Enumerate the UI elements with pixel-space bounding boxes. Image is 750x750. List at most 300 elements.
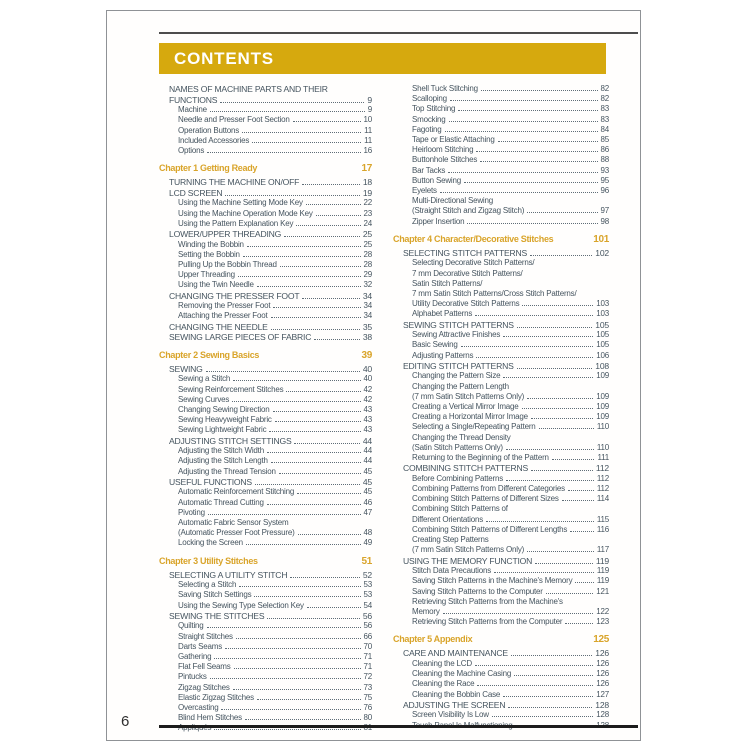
toc-entry-sub[interactable]: [393, 309, 609, 319]
toc-entry-sub[interactable]: [393, 453, 609, 463]
dotted-leader: [531, 470, 593, 471]
toc-entry-label: USING THE MEMORY FUNCTION: [403, 555, 533, 566]
toc-entry-label: Adjusting the Stitch Width: [178, 446, 264, 456]
toc-entry-label: Combining Patterns from Different Categories: [412, 484, 565, 494]
toc-entry-page: 34: [363, 311, 372, 321]
toc-entry-sub[interactable]: [393, 166, 609, 176]
toc-entry-label: Combining Stitch Patterns of Different Lengths: [412, 524, 568, 534]
toc-entry-sub[interactable]: [159, 487, 372, 497]
toc-entry-sub[interactable]: [393, 710, 609, 720]
toc-entry-sub[interactable]: [393, 155, 609, 165]
dotted-leader: [440, 192, 598, 193]
dotted-leader: [290, 577, 360, 578]
toc-entry-page: 95: [600, 175, 609, 185]
toc-entry-page: 108: [595, 360, 609, 371]
toc-entry-label: Retrieving Stitch Patterns from the Computer: [412, 617, 563, 627]
page-number: 6: [121, 713, 130, 730]
toc-entry-page: 128: [595, 699, 609, 710]
toc-entry-page: 43: [363, 425, 372, 435]
toc-entry-sub[interactable]: [393, 186, 609, 196]
toc-entry-sub[interactable]: [159, 632, 372, 642]
toc-entry-page: 44: [363, 456, 372, 466]
dotted-leader: [271, 329, 360, 330]
dotted-leader: [503, 377, 593, 378]
toc-entry-sub[interactable]: [393, 597, 609, 617]
toc-entry-page: 97: [600, 206, 609, 216]
toc-entry-label: Combining Stitch Patterns of Different Sizes: [412, 494, 559, 504]
toc-entry-label: 7 mm Decorative Stitch Patterns/: [412, 268, 523, 278]
toc-entry-page: 117: [596, 545, 609, 555]
toc-entry-label: Pivoting: [178, 507, 205, 517]
toc-entry-sub[interactable]: [159, 280, 372, 290]
toc-entry-page: 16: [363, 146, 372, 155]
toc-entry-label: Adjusting Patterns: [412, 350, 474, 360]
dotted-leader: [267, 618, 359, 619]
toc-entry-section[interactable]: [159, 177, 372, 188]
toc-entry-sub[interactable]: [159, 456, 372, 466]
dotted-leader: [531, 418, 593, 419]
toc-entry-sub[interactable]: [393, 217, 609, 227]
toc-entry-label: SELECTING STITCH PATTERNS: [403, 247, 528, 258]
toc-entry-sub[interactable]: [159, 374, 372, 384]
toc-entry-sub[interactable]: [393, 474, 609, 484]
toc-entry-page: 115: [596, 514, 609, 524]
toc-entry-page: 34: [363, 301, 372, 311]
toc-entry-label: Sewing Attractive Finishes: [412, 330, 501, 340]
toc-entry-label: Options: [178, 146, 205, 155]
toc-entry-section[interactable]: [159, 332, 372, 343]
toc-entry-page: 84: [600, 124, 609, 134]
dotted-leader: [486, 521, 594, 522]
dotted-leader: [257, 286, 361, 287]
toc-entry-sub[interactable]: [393, 258, 609, 309]
dotted-leader: [492, 716, 593, 717]
toc-entry-sub[interactable]: [159, 126, 372, 136]
toc-entry-page: 112: [596, 484, 609, 494]
toc-entry-sub[interactable]: [393, 382, 609, 402]
toc-entry-sub[interactable]: [159, 240, 372, 250]
toc-entry-sub[interactable]: [393, 84, 609, 94]
dotted-leader: [511, 655, 592, 656]
dotted-leader: [232, 401, 360, 402]
toc-entry-page: 116: [596, 524, 609, 534]
toc-entry-label: TURNING THE MACHINE ON/OFF: [169, 177, 300, 188]
toc-entry-sub[interactable]: [159, 415, 372, 425]
toc-entry-page: 112: [595, 463, 609, 474]
toc-entry-sub[interactable]: [393, 433, 609, 453]
dotted-leader: [314, 339, 360, 340]
toc-entry-page: 102: [595, 247, 609, 258]
toc-entry-label: Basic Sewing: [412, 340, 458, 350]
toc-entry-label: Adjusting the Thread Tension: [178, 466, 276, 476]
toc-entry-sub[interactable]: [159, 209, 372, 219]
toc-entry-label: Tape or Elastic Attaching: [412, 135, 495, 145]
toc-entry-sub[interactable]: [393, 679, 609, 689]
toc-entry-section[interactable]: [159, 84, 372, 105]
toc-entry-label: FUNCTIONS: [169, 94, 218, 105]
toc-entry-label: Chapter 3 Utility Stitches: [159, 555, 258, 566]
toc-entry-sub[interactable]: [393, 587, 609, 597]
toc-entry-section[interactable]: [159, 229, 372, 240]
toc-entry-sub[interactable]: [159, 693, 372, 703]
toc-entry-label: Automatic Thread Cutting: [178, 497, 264, 507]
toc-entry-page: 32: [363, 280, 372, 290]
toc-entry-label: Saving Stitch Patterns in the Machine's Memory: [412, 576, 573, 586]
dotted-leader: [527, 398, 593, 399]
toc-entry-sub[interactable]: [159, 498, 372, 508]
toc-entry-label: Creating a Horizontal Mirror Image: [412, 412, 528, 422]
toc-entry-sub[interactable]: [393, 535, 609, 555]
dotted-leader: [527, 212, 597, 213]
toc-entry-page: 42: [363, 394, 372, 404]
toc-entry-section[interactable]: [393, 700, 609, 711]
toc-entry-sub[interactable]: [159, 508, 372, 518]
dotted-leader: [269, 431, 360, 432]
toc-entry-sub[interactable]: [393, 617, 609, 627]
toc-entry-chapter[interactable]: [393, 233, 609, 246]
toc-entry-label: Before Combining Patterns: [412, 473, 504, 483]
toc-entry-section[interactable]: [393, 320, 609, 331]
toc-entry-sub[interactable]: [159, 311, 372, 321]
toc-entry-sub[interactable]: [159, 115, 372, 125]
toc-entry-section[interactable]: [159, 291, 372, 302]
toc-entry-page: 45: [362, 476, 372, 487]
toc-entry-label: Overcasting: [178, 703, 219, 713]
dotted-leader: [236, 638, 361, 639]
dotted-leader: [448, 172, 597, 173]
dotted-leader: [535, 563, 593, 564]
toc-entry-sub[interactable]: [393, 659, 609, 669]
dotted-leader: [449, 121, 598, 122]
toc-entry-sub[interactable]: [393, 484, 609, 494]
toc-entry-label: Automatic Fabric Sensor System: [178, 518, 289, 528]
toc-entry-sub[interactable]: [159, 683, 372, 693]
dotted-leader: [508, 707, 592, 708]
toc-entry-sub[interactable]: [159, 642, 372, 652]
toc-entry-sub[interactable]: [159, 301, 372, 311]
toc-entry-label: Blind Hem Stitches: [178, 713, 242, 723]
toc-entry-page: 45: [363, 466, 372, 476]
toc-entry-page: 19: [362, 187, 372, 198]
dotted-leader: [296, 225, 360, 226]
toc-entry-page: 11: [364, 125, 372, 135]
toc-entry-label: Operation Buttons: [178, 125, 240, 135]
toc-entry-label: CARE AND MAINTENANCE: [403, 648, 508, 659]
toc-entry-page: 125: [593, 634, 609, 646]
toc-entry-sub[interactable]: [159, 672, 372, 682]
toc-entry-sub[interactable]: [393, 196, 609, 216]
dotted-leader: [552, 459, 595, 460]
toc-entry-section[interactable]: [159, 188, 372, 199]
toc-entry-section[interactable]: [159, 436, 372, 447]
toc-entry-label: Selecting a Stitch: [178, 580, 237, 590]
toc-entry-section[interactable]: [159, 570, 372, 581]
toc-entry-label: Selecting a Single/Repeating Pattern: [412, 422, 536, 432]
toc-entry-label: Returning to the Beginning of the Pattern: [412, 453, 549, 463]
toc-entry-label: Creating a Vertical Mirror Image: [412, 402, 519, 412]
dotted-leader: [565, 623, 593, 624]
toc-entry-sub[interactable]: [393, 340, 609, 350]
toc-entry-sub[interactable]: [393, 412, 609, 422]
toc-entry-label: Flat Fell Seams: [178, 662, 231, 672]
toc-entry-label: (Straight Stitch and Zigzag Stitch): [412, 206, 525, 216]
toc-entry-page: 122: [596, 606, 609, 616]
toc-entry-page: 127: [596, 689, 609, 699]
toc-entry-label: Using the Pattern Explanation Key: [178, 218, 294, 228]
toc-entry-section[interactable]: [393, 463, 609, 474]
toc-entry-label: Attaching the Presser Foot: [178, 311, 268, 321]
toc-entry-sub[interactable]: [159, 270, 372, 280]
dotted-leader: [450, 100, 598, 101]
toc-entry-sub[interactable]: [159, 590, 372, 600]
toc-entry-label: 7 mm Satin Stitch Patterns/Cross Stitch Patterns/: [412, 289, 577, 299]
toc-entry-label: Changing the Pattern Length: [412, 381, 509, 391]
dotted-leader: [517, 368, 593, 369]
toc-entry-sub[interactable]: [393, 371, 609, 381]
dotted-leader: [233, 689, 361, 690]
toc-entry-sub[interactable]: [159, 467, 372, 477]
toc-entry-page: 52: [362, 569, 372, 580]
dotted-leader: [475, 315, 593, 316]
toc-entry-sub[interactable]: [159, 580, 372, 590]
toc-entry-page: 18: [362, 177, 372, 188]
toc-entry-chapter[interactable]: [159, 162, 372, 175]
dotted-leader: [207, 627, 361, 628]
toc-entry-chapter[interactable]: [159, 349, 372, 362]
toc-column-left: [159, 84, 372, 734]
dotted-leader: [475, 665, 593, 666]
toc-entry-page: 86: [600, 145, 609, 155]
toc-entry-sub[interactable]: [393, 330, 609, 340]
toc-entry-label: Changing the Pattern Size: [412, 371, 501, 381]
toc-entry-label: Retrieving Stitch Patterns from the Machine's: [412, 596, 563, 606]
toc-entry-label: Scalloping: [412, 94, 447, 104]
toc-column-right: [393, 84, 609, 731]
dotted-leader: [527, 551, 594, 552]
toc-entry-page: 96: [600, 186, 609, 196]
toc-entry-page: 43: [363, 405, 372, 414]
dotted-leader: [302, 298, 359, 299]
toc-entry-page: 72: [363, 672, 372, 682]
dotted-leader: [255, 484, 360, 485]
toc-entry-page: 82: [600, 84, 609, 93]
toc-entry-page: 109: [596, 402, 609, 412]
toc-entry-page: 111: [597, 453, 609, 463]
toc-entry-page: 105: [595, 319, 609, 330]
toc-entry-page: 93: [600, 165, 609, 175]
toc-entry-page: 44: [362, 435, 372, 446]
toc-entry-sub[interactable]: [159, 250, 372, 260]
dotted-leader: [271, 317, 361, 318]
toc-entry-sub[interactable]: [393, 351, 609, 361]
toc-entry-sub[interactable]: [159, 601, 372, 611]
toc-entry-sub[interactable]: [393, 422, 609, 432]
toc-entry-sub[interactable]: [159, 136, 372, 146]
toc-entry-sub[interactable]: [393, 115, 609, 125]
dotted-leader: [220, 102, 364, 103]
toc-entry-sub[interactable]: [393, 176, 609, 186]
toc-entry-section[interactable]: [393, 556, 609, 567]
toc-entry-label: Screen Visibility Is Low: [412, 710, 489, 720]
dotted-leader: [257, 699, 361, 700]
toc-entry-page: 53: [363, 590, 372, 600]
toc-entry-label: Chapter 5 Appendix: [393, 634, 473, 645]
toc-entry-label: Creating Step Patterns: [412, 535, 489, 545]
toc-entry-sub[interactable]: [393, 104, 609, 114]
toc-entry-chapter[interactable]: [393, 633, 609, 646]
toc-entry-label: Zipper Insertion: [412, 216, 465, 226]
toc-entry-sub[interactable]: [159, 405, 372, 415]
toc-entry-sub[interactable]: [159, 260, 372, 270]
toc-entry-chapter[interactable]: [159, 555, 372, 568]
toc-entry-sub[interactable]: [159, 518, 372, 538]
toc-entry-label: Upper Threading: [178, 270, 235, 280]
toc-entry-label: Alphabet Patterns: [412, 309, 473, 319]
toc-entry-section[interactable]: [393, 248, 609, 259]
dotted-leader: [575, 582, 593, 583]
toc-entry-label: Sewing a Stitch: [178, 374, 231, 384]
toc-entry-sub[interactable]: [159, 146, 372, 156]
toc-entry-label: Elastic Zigzag Stitches: [178, 692, 254, 702]
toc-entry-sub[interactable]: [393, 669, 609, 679]
dotted-leader: [214, 658, 360, 659]
toc-entry-sub[interactable]: [393, 402, 609, 412]
dotted-leader: [286, 391, 360, 392]
toc-entry-sub[interactable]: [159, 446, 372, 456]
toc-entry-sub[interactable]: [159, 713, 372, 723]
toc-entry-sub[interactable]: [393, 125, 609, 135]
toc-entry-label: Bar Tacks: [412, 165, 446, 175]
toc-entry-label: Automatic Reinforcement Stitching: [178, 487, 295, 497]
toc-entry-page: 40: [363, 374, 372, 384]
toc-entry-page: 126: [596, 679, 609, 689]
dotted-leader: [267, 504, 361, 505]
toc-entry-page: 49: [363, 538, 372, 548]
toc-entry-sub[interactable]: [393, 135, 609, 145]
toc-entry-label: SEWING: [169, 363, 203, 374]
toc-entry-section[interactable]: [159, 364, 372, 375]
toc-entry-label: Saving Stitch Patterns to the Computer: [412, 586, 543, 596]
dotted-leader: [242, 132, 361, 133]
toc-entry-sub[interactable]: [159, 703, 372, 713]
toc-entry-label: Chapter 2 Sewing Basics: [159, 349, 260, 360]
toc-entry-sub[interactable]: [159, 662, 372, 672]
toc-entry-page: 75: [363, 692, 372, 702]
toc-entry-section[interactable]: [393, 361, 609, 372]
dotted-leader: [568, 490, 594, 491]
toc-entry-page: 28: [363, 249, 372, 259]
dotted-leader: [297, 493, 360, 494]
dotted-leader: [245, 719, 361, 720]
toc-entry-page: 25: [362, 229, 372, 239]
toc-entry-label: Machine: [178, 105, 207, 115]
toc-entry-sub[interactable]: [393, 525, 609, 535]
toc-entry-page: 128: [596, 710, 609, 720]
toc-entry-sub[interactable]: [159, 621, 372, 631]
toc-entry-sub[interactable]: [159, 198, 372, 208]
toc-entry-section[interactable]: [159, 322, 372, 333]
toc-entry-sub[interactable]: [159, 219, 372, 229]
toc-entry-sub[interactable]: [159, 538, 372, 548]
toc-entry-section[interactable]: [159, 611, 372, 622]
toc-entry-page: 9: [367, 105, 372, 115]
toc-entry-page: 114: [596, 494, 609, 504]
toc-entry-label: Satin Stitch Patterns/: [412, 278, 483, 288]
toc-entry-page: 56: [362, 610, 372, 621]
toc-entry-sub[interactable]: [159, 652, 372, 662]
toc-entry-label: Buttonhole Stitches: [412, 155, 478, 165]
toc-entry-sub[interactable]: [159, 385, 372, 395]
toc-entry-sub[interactable]: [393, 690, 609, 700]
toc-entry-page: 126: [596, 658, 609, 668]
toc-entry-label: (Automatic Presser Foot Pressure): [178, 528, 295, 538]
toc-entry-label: Zigzag Stitches: [178, 682, 230, 692]
toc-entry-label: Selecting Decorative Stitch Patterns/: [412, 258, 535, 268]
dotted-leader: [254, 596, 360, 597]
dotted-leader: [221, 709, 360, 710]
toc-entry-section[interactable]: [159, 477, 372, 488]
toc-entry-sub[interactable]: [159, 425, 372, 435]
toc-entry-label: Eyelets: [412, 186, 437, 196]
toc-entry-sub[interactable]: [393, 566, 609, 576]
toc-entry-page: 40: [362, 363, 372, 374]
toc-entry-sub[interactable]: [393, 94, 609, 104]
toc-entry-page: 85: [600, 135, 609, 145]
toc-entry-page: 119: [595, 555, 609, 566]
dotted-leader: [298, 534, 361, 535]
toc-entry-section[interactable]: [393, 648, 609, 659]
bottom-rule: [159, 725, 638, 728]
dotted-leader: [506, 480, 594, 481]
toc-entry-label: Gathering: [178, 652, 212, 662]
dotted-leader: [458, 110, 597, 111]
toc-entry-label: Pintucks: [178, 672, 207, 682]
toc-entry-sub[interactable]: [393, 504, 609, 524]
toc-entry-page: 9: [367, 94, 372, 105]
toc-entry-page: 23: [363, 208, 372, 218]
toc-entry-sub[interactable]: [393, 494, 609, 504]
toc-entry-label: Memory: [412, 606, 440, 616]
dotted-leader: [243, 256, 361, 257]
toc-entry-label: SEWING LARGE PIECES OF FABRIC: [169, 332, 312, 343]
toc-entry-label: (Satin Stitch Patterns Only): [412, 442, 503, 452]
dotted-leader: [503, 696, 593, 697]
toc-entry-page: 39: [361, 349, 372, 361]
dotted-leader: [503, 336, 593, 337]
dotted-leader: [214, 729, 360, 730]
toc-entry-page: 53: [363, 580, 372, 590]
toc-entry-label: SEWING STITCH PATTERNS: [403, 319, 514, 330]
dotted-leader: [477, 685, 593, 686]
dotted-leader: [514, 675, 593, 676]
dotted-leader: [275, 421, 361, 422]
dotted-leader: [476, 151, 597, 152]
toc-entry-page: 103: [596, 299, 609, 309]
toc-entry-label: Included Accessories: [178, 135, 250, 145]
toc-entry-sub[interactable]: [159, 105, 372, 115]
toc-entry-sub[interactable]: [159, 395, 372, 405]
toc-entry-page: 25: [363, 239, 372, 249]
toc-entry-label: LOWER/UPPER THREADING: [169, 229, 282, 239]
toc-entry-page: 105: [596, 340, 609, 350]
toc-entry-page: 126: [596, 669, 609, 679]
toc-entry-sub[interactable]: [393, 145, 609, 155]
toc-entry-page: 10: [363, 115, 372, 125]
toc-entry-page: 109: [596, 371, 609, 381]
toc-entry-page: 105: [596, 330, 609, 340]
toc-entry-page: 76: [363, 703, 372, 713]
toc-entry-sub[interactable]: [393, 576, 609, 586]
